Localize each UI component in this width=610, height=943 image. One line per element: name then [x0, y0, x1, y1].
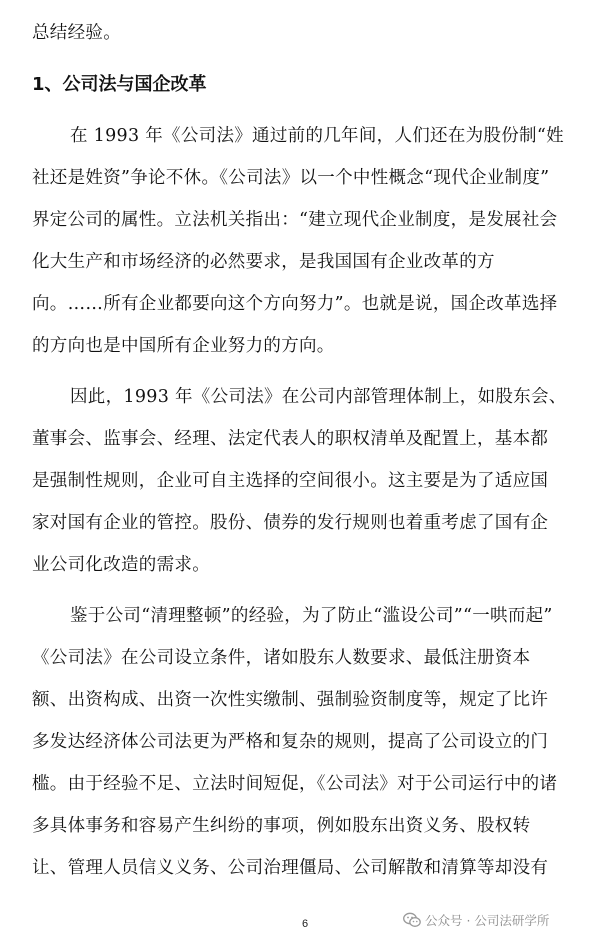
paragraph-line: 《公司法》在公司设立条件，诸如股东人数要求、最低注册资本 — [32, 648, 531, 668]
section-heading: 1、公司法与国企改革 — [32, 74, 207, 95]
paragraph-line: 是强制性规则，企业可自主选择的空间很小。这主要是为了适应国 — [32, 471, 549, 491]
paragraph-line: 额、出资构成、出资一次性实缴制、强制验资制度等，规定了比许 — [32, 690, 549, 710]
paragraph-line: 让、管理人员信义义务、公司治理僵局、公司解散和清算等却没有 — [32, 858, 549, 878]
page-number: 6 — [302, 918, 309, 930]
paragraph-line: 社还是姓资”争论不休。《公司法》以一个中性概念“现代企业制度” — [32, 168, 550, 188]
paragraph-line: 董事会、监事会、经理、法定代表人的职权清单及配置上，基本都 — [32, 429, 549, 449]
paragraph-line: 化大生产和市场经济的必然要求，是我国国有企业改革的方 — [32, 252, 495, 272]
watermark — [403, 909, 549, 931]
paragraph-line: 界定公司的属性。立法机关指出：“建立现代企业制度，是发展社会 — [32, 210, 558, 230]
paragraph-line: 总结经验。 — [32, 23, 121, 43]
paragraph-line: 鉴于公司“清理整顿”的经验，为了防止“滥设公司”“一哄而起” — [70, 606, 553, 626]
watermark-text: 公众号 · 公司法研学所 — [425, 913, 550, 928]
paragraph-line: 的方向也是中国所有企业努力的方向。 — [32, 336, 335, 356]
paragraph-line: 因此，1993 年《公司法》在公司内部管理体制上，如股东会、 — [70, 387, 567, 407]
paragraph-line: 家对国有企业的管控。股份、债券的发行规则也着重考虑了国有企 — [32, 513, 549, 533]
paragraph-line: 在 1993 年《公司法》通过前的几年间，人们还在为股份制“姓 — [70, 126, 564, 146]
wechat-icon — [403, 912, 421, 928]
paragraph-line: 向。……所有企业都要向这个方向努力”。也就是说，国企改革选择 — [32, 294, 558, 314]
paragraph-line: 槛。由于经验不足、立法时间短促，《公司法》对于公司运行中的诸 — [32, 774, 558, 794]
paragraph-line: 多发达经济体公司法更为严格和复杂的规则，提高了公司设立的门 — [32, 732, 549, 752]
paragraph-line: 多具体事务和容易产生纠纷的事项，例如股东出资义务、股权转 — [32, 816, 531, 836]
paragraph-line: 业公司化改造的需求。 — [32, 555, 210, 575]
